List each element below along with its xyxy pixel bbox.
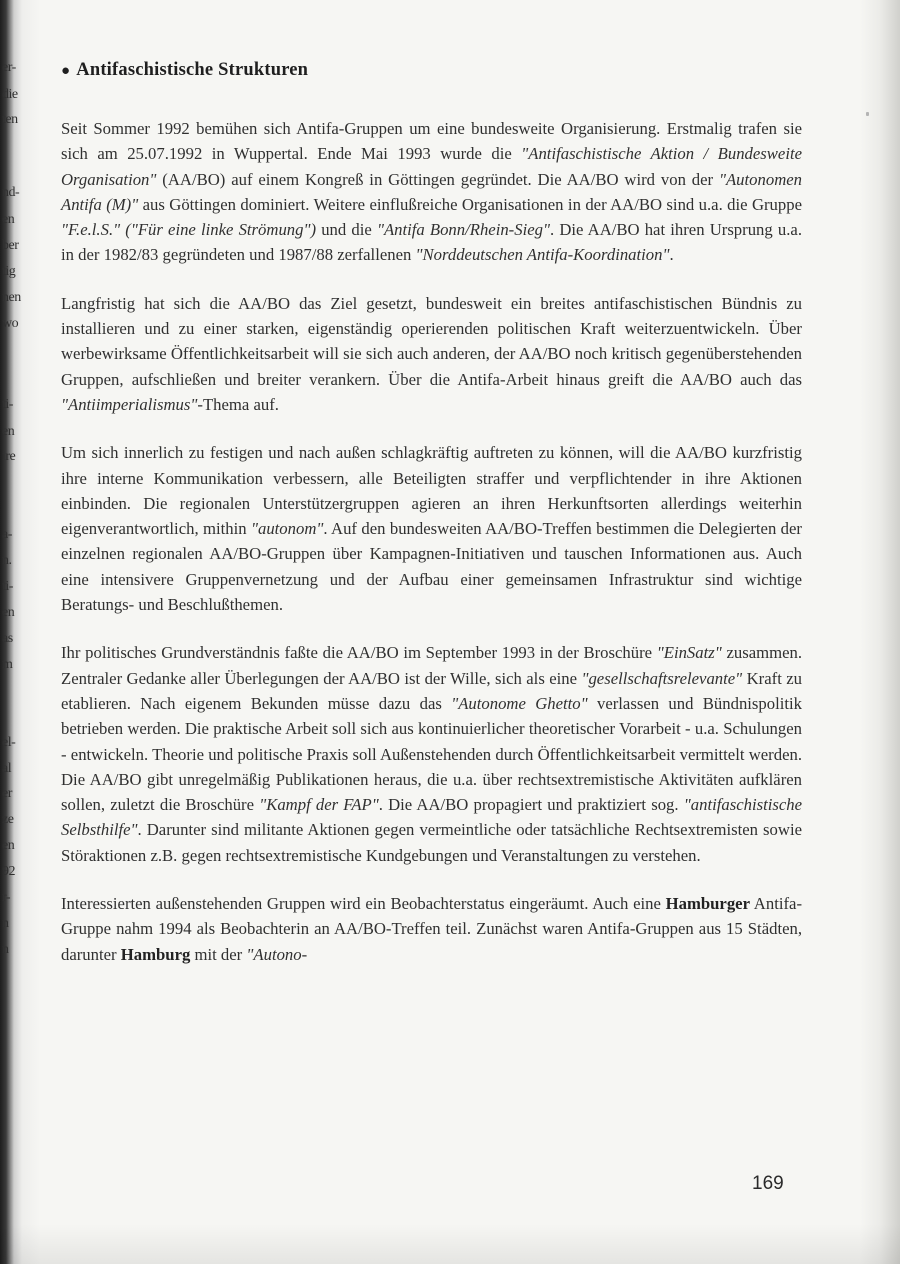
text-run: zusammen. Zentraler Gedanke aller Überlegungen der AA/BO ist der Wille, sich als eine bbox=[61, 643, 802, 688]
margin-fragment: nen bbox=[2, 290, 21, 305]
text-run: -Thema auf. bbox=[197, 394, 279, 414]
emphasis-italic: "Autonome Ghetto" bbox=[451, 693, 588, 713]
margin-fragment: n bbox=[2, 916, 9, 931]
page-body bbox=[61, 58, 802, 990]
emphasis-italic: "Antifa Bonn/Rhein-Sieg" bbox=[376, 220, 550, 240]
margin-fragment: r- bbox=[2, 890, 11, 905]
margin-fragment: n bbox=[2, 942, 9, 957]
margin-fragment: el- bbox=[2, 735, 16, 750]
text-run: Kraft zu etablieren. Nach eigenem Bekunden müsse dazu das bbox=[61, 668, 802, 713]
margin-fragment: tig bbox=[2, 264, 16, 279]
text-run: (AA/BO) auf einem Kongreß in Göttingen gegründet. Die AA/BO wird von der bbox=[156, 169, 719, 189]
margin-fragment: a- bbox=[2, 527, 12, 542]
paragraph bbox=[61, 116, 802, 268]
emphasis-italic: "Kampf der FAP" bbox=[259, 795, 379, 815]
margin-fragment: as bbox=[2, 631, 13, 646]
margin-fragment: ten bbox=[2, 112, 18, 127]
margin-fragment: al bbox=[2, 761, 12, 776]
section-heading-text: Antifaschistische Strukturen bbox=[76, 60, 309, 80]
emphasis-italic: "Autonomen Antifa (M)" bbox=[61, 169, 802, 214]
text-run: . Die AA/BO propagiert und praktiziert sog. bbox=[378, 795, 684, 815]
margin-fragment: en bbox=[2, 212, 15, 227]
margin-fragment: 92 bbox=[2, 864, 15, 879]
margin-fragment: n. bbox=[2, 553, 12, 568]
margin-fragment: er bbox=[2, 786, 12, 801]
margin-fragment: wo bbox=[2, 316, 19, 331]
text-run: Um sich innerlich zu festigen und nach außen schlagkräftig auftreten zu können, will die AA/BO kurzfristig ihre interne Kommunikation verbessern, alle Beteiligten straffer und verpflichtender in ihre Aktionen einbinden. Die regionalen Unterstützergruppen agieren an ihren Herkunftsorten allerdings weiterhin eigenverantwortlich, mithin bbox=[61, 443, 802, 539]
previous-page-edge bbox=[0, 0, 30, 1264]
emphasis-italic: "antifaschistische Selbsthilfe" bbox=[61, 795, 802, 840]
emphasis-italic: "F.e.l.S." ("Für eine linke Strömung") bbox=[61, 220, 317, 240]
margin-fragment: en bbox=[2, 838, 15, 853]
margin-fragment: ti- bbox=[2, 397, 13, 412]
emphasis-bold: Hamburger bbox=[665, 894, 750, 914]
emphasis-italic: "Autono- bbox=[246, 944, 308, 964]
emphasis-italic: "Norddeutschen Antifa-Koordination" bbox=[415, 245, 670, 265]
emphasis-italic: "Antiimperialismus" bbox=[61, 394, 198, 414]
margin-fragment: ti- bbox=[2, 579, 13, 594]
paragraph bbox=[61, 891, 802, 967]
margin-fragment: ber bbox=[2, 238, 19, 253]
text-run: und die bbox=[316, 220, 377, 240]
margin-fragment: die bbox=[2, 87, 18, 102]
text-run: mit der bbox=[190, 944, 247, 964]
text-run: Interessierten außenstehenden Gruppen wird ein Beobachterstatus eingeräumt. Auch eine bbox=[61, 894, 666, 914]
emphasis-italic: "autonom" bbox=[250, 519, 324, 539]
emphasis-italic: "gesellschaftsrelevante" bbox=[581, 668, 743, 688]
paragraph bbox=[61, 291, 802, 417]
section-heading bbox=[61, 58, 802, 83]
paragraph bbox=[61, 640, 802, 868]
text-run: Seit Sommer 1992 bemühen sich Antifa-Gruppen um eine bundesweite Organisierung. Erstmalig trafen sie sich am 25.07.1992 in Wuppertal. Ende Mai 1993 wurde die bbox=[61, 119, 802, 164]
margin-fragment: en bbox=[2, 424, 15, 439]
text-run: Ihr politisches Grundverständnis faßte die AA/BO im September 1993 in der Broschüre bbox=[61, 643, 657, 663]
emphasis-italic: "Antifaschistische Aktion / Bundesweite Organisation" bbox=[61, 144, 802, 189]
bullet-icon: ● bbox=[61, 63, 71, 79]
text-run: . Darunter sind militante Aktionen gegen vermeintliche oder tatsächliche Rechtsextremisten sowie Störaktionen z.B. gegen rechtsextremistische Kundgebungen und Veranstaltungen zu verstehen. bbox=[61, 820, 802, 865]
emphasis-italic: "EinSatz" bbox=[656, 643, 722, 663]
margin-fragment: ze bbox=[2, 812, 14, 827]
text-run: Langfristig hat sich die AA/BO das Ziel gesetzt, bundesweit ein breites antifaschistischen Bündnis zu installieren und zu einer starken, eigenständig operierenden politischen Kraft weiterzuentwickeln. Über werbewirksame Öffentlichkeitsarbeit will sie sich auch anderen, der AA/BO noch kritisch gegenüberstehenden Gruppen, aufschließen und breiter verankern. Über die Antifa-Arbeit hinaus greift die AA/BO auch das bbox=[61, 293, 802, 389]
margin-fragment: nd- bbox=[2, 185, 20, 200]
margin-fragment: er- bbox=[2, 60, 16, 75]
margin-fragment: en bbox=[2, 605, 15, 620]
text-run: aus Göttingen dominiert. Weitere einflußreiche Organisationen in der AA/BO sind u.a. die Gruppe bbox=[138, 194, 802, 214]
text-run: Antifa-Gruppe nahm 1994 als Beobachterin an AA/BO-Treffen teil. Zunächst waren Antifa-Gruppen aus 15 Städten, darunter bbox=[61, 894, 802, 964]
text-run: . Auf den bundesweiten AA/BO-Treffen bestimmen die Delegierten der einzelnen regionalen AA/BO-Gruppen über Kampagnen-Initiativen und tauschen Informationen aus. Auch eine intensivere Gruppenvernetzung und der Aufbau einer gemeinsamen Infrastruktur sind wichtige Beratungs- und Beschlußthemen. bbox=[61, 519, 802, 615]
scan-speck bbox=[866, 112, 869, 116]
text-run: . bbox=[669, 245, 674, 265]
text-run: verlassen und Bündnispolitik betrieben werden. Die praktische Arbeit soll sich aus kontinuierlicher theoretischer Vorarbeit - u.a. Schulungen - entwickeln. Theorie und politische Praxis soll Außenstehenden durch Öffentlichkeitsarbeit vermittelt werden. Die AA/BO gibt unregelmäßig Publikationen heraus, die u.a. über rechtsextremistische Aktivitäten aufklären sollen, zuletzt die Broschüre bbox=[61, 693, 802, 815]
text-run: . Die AA/BO hat ihren Ursprung u.a. in der 1982/83 gegründeten und 1987/88 zerfallenen bbox=[61, 220, 802, 265]
margin-fragment: m bbox=[2, 657, 13, 672]
emphasis-bold: Hamburg bbox=[120, 944, 191, 964]
margin-fragment: ire bbox=[2, 449, 16, 464]
page-shadow bbox=[0, 1224, 900, 1264]
paragraph bbox=[61, 440, 802, 617]
page-number: 169 bbox=[752, 1173, 784, 1194]
